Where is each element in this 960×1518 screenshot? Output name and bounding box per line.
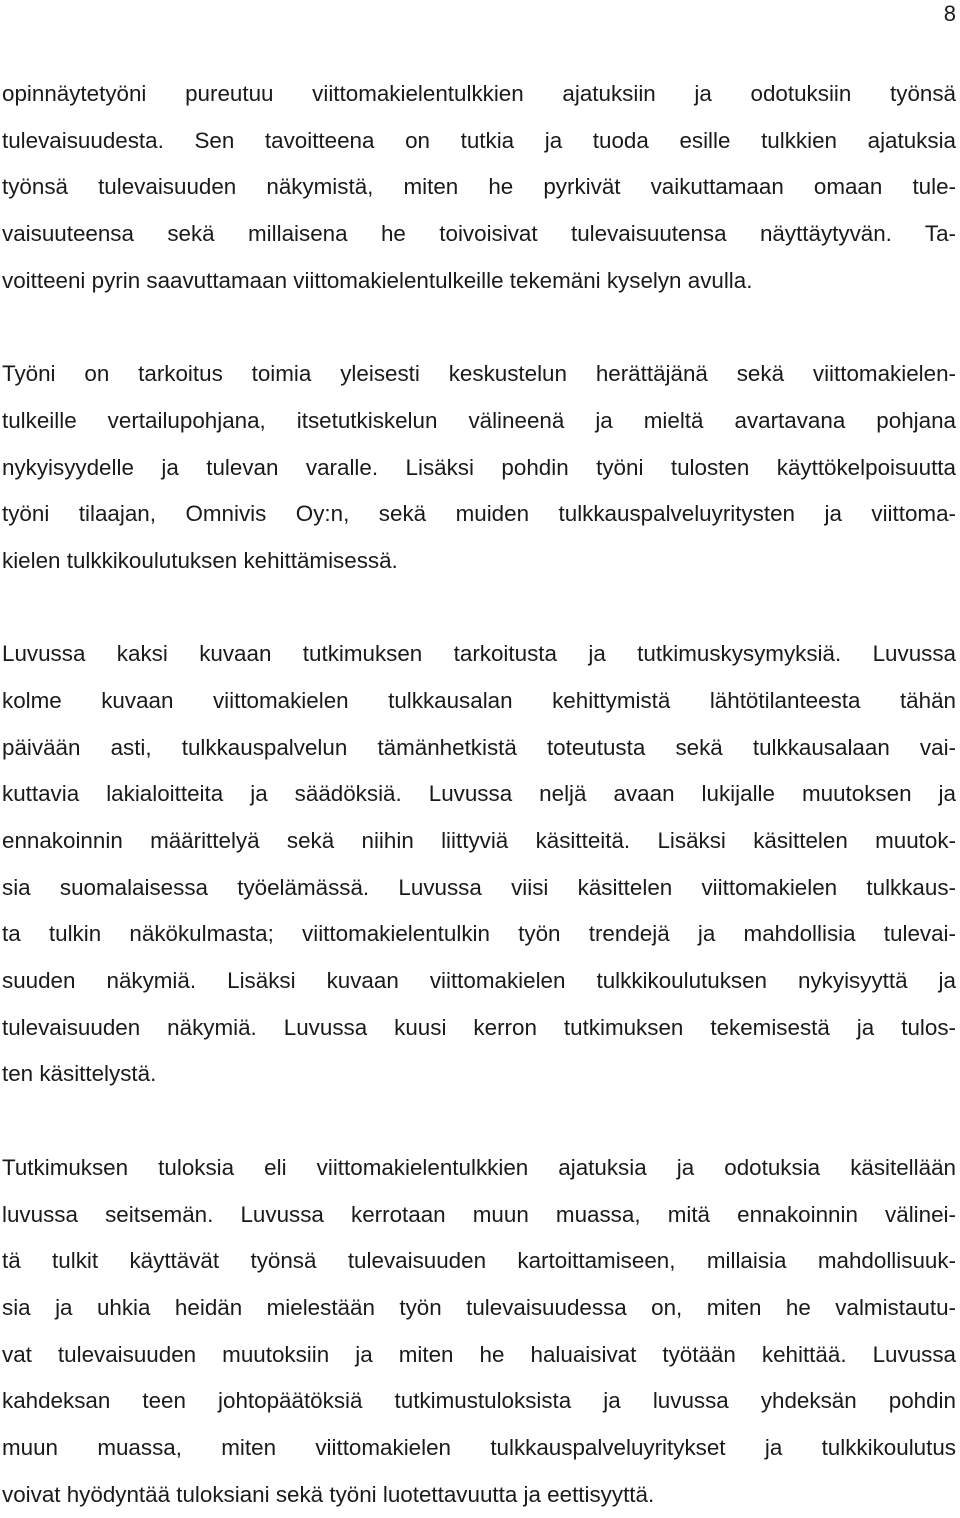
text-line: kielen tulkkikoulutuksen kehittämisessä. — [2, 547, 398, 573]
page-number: 8 — [943, 1, 956, 26]
text-line: tulkeille vertailupohjana, itsetutkiskelun välineenä ja mieltä avartavana pohjana — [2, 407, 956, 433]
text-line: ten käsittelystä. — [2, 1061, 157, 1087]
text-line: tä tulkit käyttävät työnsä tulevaisuuden kartoittamiseen, millaisia mahdollisuuk- — [2, 1248, 956, 1274]
paragraph-purpose — [2, 351, 956, 584]
text-line: tulevaisuuden näkymiä. Luvussa kuusi kerron tutkimuksen tekemisestä ja tulos- — [2, 1014, 956, 1040]
text-line: kolme kuvaan viittomakielen tulkkausalan kehittymistä lähtötilanteesta tähän — [2, 687, 956, 713]
text-line: työni tilaajan, Omnivis Oy:n, sekä muiden tulkkauspalveluyritysten ja viittoma- — [2, 501, 956, 527]
text-line: päivään asti, tulkkauspalvelun tämänhetkistä toteutusta sekä tulkkausalaan vai- — [2, 734, 956, 760]
paragraph-results — [2, 1145, 956, 1518]
text-line: ta tulkin näkökulmasta; viittomakielentulkin työn trendejä ja mahdollisia tulevai- — [2, 921, 956, 947]
text-line: Tutkimuksen tuloksia eli viittomakielentulkkien ajatuksia ja odotuksia käsitellään — [2, 1154, 956, 1180]
text-line: luvussa seitsemän. Luvussa kerrotaan muun muassa, mitä ennakoinnin välinei- — [2, 1201, 956, 1227]
text-line: vaisuuteensa sekä millaisena he toivoisivat tulevaisuutensa näyttäytyvän. Ta- — [2, 221, 956, 247]
text-line: suuden näkymiä. Lisäksi kuvaan viittomakielen tulkkikoulutuksen nykyisyyttä ja — [2, 968, 956, 994]
text-line: sia ja uhkia heidän mielestään työn tulevaisuudessa on, miten he valmistautu- — [2, 1294, 956, 1320]
text-line: kahdeksan teen johtopäätöksiä tutkimustuloksista ja luvussa yhdeksän pohdin — [2, 1388, 956, 1414]
text-line: voitteeni pyrin saavuttamaan viittomakielentulkeille tekemäni kyselyn avulla. — [2, 267, 753, 293]
text-line: kuttavia lakialoitteita ja säädöksiä. Luvussa neljä avaan lukijalle muutoksen ja — [2, 781, 956, 807]
text-line: opinnäytetyöni pureutuu viittomakielentulkkien ajatuksiin ja odotuksiin työnsä — [2, 81, 956, 106]
text-line: sia suomalaisessa työelämässä. Luvussa viisi käsittelen viittomakielen tulkkaus- — [2, 874, 956, 900]
text-line: Työni on tarkoitus toimia yleisesti keskustelun herättäjänä sekä viittomakielen- — [2, 361, 956, 387]
text-line: ennakoinnin määrittelyä sekä niihin liittyviä käsitteitä. Lisäksi käsittelen muutok- — [2, 828, 956, 853]
document-body — [2, 71, 956, 1518]
text-line: nykyisyydelle ja tulevan varalle. Lisäksi pohdin työni tulosten käyttökelpoisuutta — [2, 454, 956, 480]
text-line: voivat hyödyntää tuloksiani sekä työni luotettavuutta ja eettisyyttä. — [2, 1481, 655, 1507]
paragraph-intro — [2, 71, 956, 304]
text-line: vat tulevaisuuden muutoksiin ja miten he haluaisivat työtään kehittää. Luvussa — [2, 1341, 956, 1367]
text-line: muun muassa, miten viittomakielen tulkkauspalveluyritykset ja tulkkikoulutus — [2, 1434, 956, 1460]
text-line: Luvussa kaksi kuvaan tutkimuksen tarkoitusta ja tutkimuskysymyksiä. Luvussa — [2, 641, 956, 667]
text-line: työnsä tulevaisuuden näkymistä, miten he pyrkivät vaikuttamaan omaan tule- — [2, 174, 956, 200]
paragraph-chapters — [2, 631, 956, 1098]
text-line: tulevaisuudesta. Sen tavoitteena on tutkia ja tuoda esille tulkkien ajatuksia — [2, 127, 956, 153]
